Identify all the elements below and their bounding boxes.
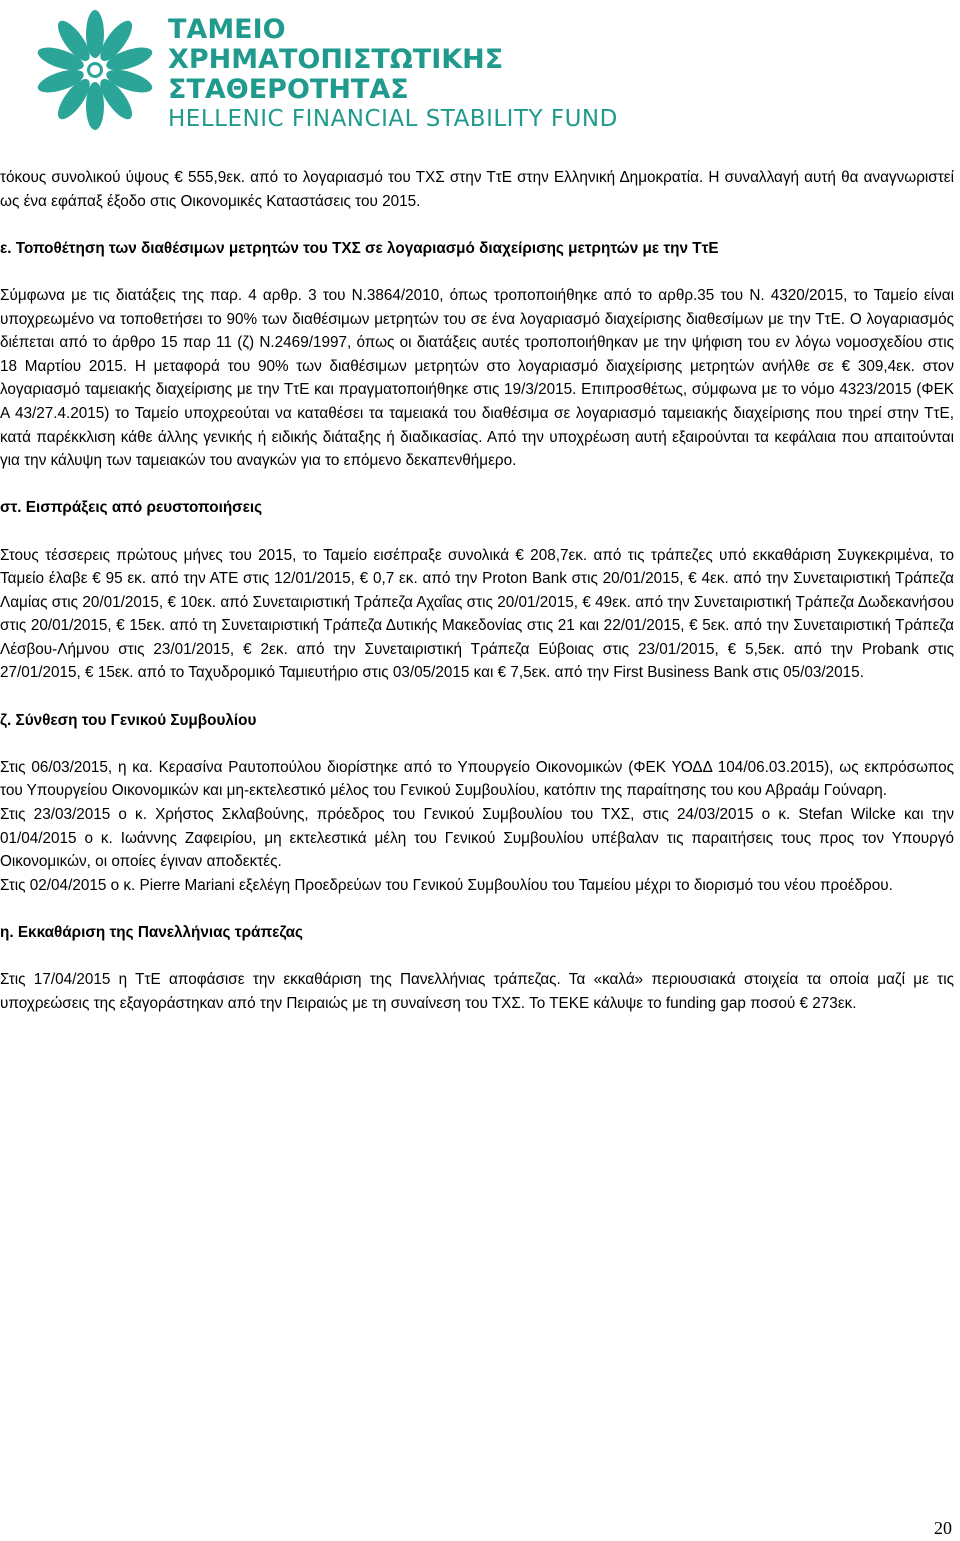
section-heading-e: ε. Τοποθέτηση των διαθέσιμων μετρητών του ΤΧΣ σε λογαριασμό διαχείρισης μετρητών με την ΤτΕ [0, 239, 719, 257]
paragraph-intro: τόκους συνολικού ύψους € 555,9εκ. από το λογαριασμό του ΤΧΣ στην ΤτΕ στην Ελληνική Δημοκρατία. Η συναλλαγή αυτή θα αναγνωριστεί ως ένα εφάπαξ έξοδο στις Οικονομικές Καταστάσεις του 2015. [0, 169, 954, 210]
paragraph-cash-management: Σύμφωνα με τις διατάξεις της παρ. 4 αρθρ. 3 του Ν.3864/2010, όπως τροποποιήθηκε από το αρθρ.35 του Ν. 4320/2015, το Ταμείο είναι υποχρεωμένο να τοποθετήσει το 90% των διαθέσιμων μετρητών του σε ένα λογαριασμό διαχείρισης διαθεσίμων με την ΤτΕ. Ο λογαριασμός διέπεται από το άρθρο 15 παρ 11 (ζ) Ν.2469/1997, όπως οι διατάξεις αυτές τροποποιήθηκαν με την ψήφιση του εν λόγω νομοσχεδίου στις 18 Μαρτίου 2015. Η μεταφορά του 90% των διαθέσιμων μετρητών στο λογαριασμό διαχείρισης μετρητών ανήλθε σε € 309,4εκ. στον λογαριασμό ταμειακής διαχείρισης με την ΤτΕ και πραγματοποιήθηκε στις 19/3/2015. Επιπροσθέτως, σύμφωνα με το νόμο 4323/2015 (ΦΕΚ Α 43/27.4.2015) το Ταμείο υποχρεούται να καταθέσει τα ταμειακά του διαθέσιμα σε λογαριασμό ταμειακής διαχείρισης που τηρεί στην ΤτΕ, κατά παρέκκλιση κάθε άλλης γενικής ή ειδικής διάταξης ή διαδικασίας. Από την υποχρέωση αυτή εξαιρούνται τα κεφάλαια που απαιτούνται για την κάλυψη των ταμειακών του αναγκών για το επόμενο δεκαπενθήμερο. [0, 286, 954, 470]
section-heading-i: η. Εκκαθάριση της Πανελλήνιας τράπεζας [0, 924, 303, 941]
logo-title-line3: ΣΤΑΘΕΡΟΤΗΤΑΣ [168, 74, 409, 105]
section-heading-st: στ. Εισπράξεις από ρευστοποιήσεις [0, 499, 263, 517]
paragraph-board-resignations: Στις 23/03/2015 ο κ. Χρήστος Σκλαβούνης, πρόεδρος του Γενικού Συμβουλίου του ΤΧΣ, στις 24/03/2015 ο κ. Stefan Wilcke και την 01/04/2015 ο κ. Ιωάννης Ζαφειρίου, μη εκτελεστικά μέλη του Γενικού Συμβουλίου υπέβαλαν τις παραιτήσεις τους προς τον Υπουργό Οικονομικών, οι οποίες έγιναν αποδεκτές. [0, 806, 954, 871]
document-body [0, 166, 954, 1015]
paragraph-panhellenic-bank: Στις 17/04/2015 η ΤτΕ αποφάσισε την εκκαθάριση της Πανελλήνιας τράπεζας. Τα «καλά» περιουσιακά στοιχεία τα οποία μαζί με τις υποχρεώσεις της εξαγοράστηκαν από την Πειραιώς με τη συναίνεση του ΤΧΣ. Το ΤΕΚΕ κάλυψε το funding gap ποσού € 273εκ. [0, 971, 954, 1012]
section-heading-z: ζ. Σύνθεση του Γενικού Συμβουλίου [0, 711, 257, 729]
paragraph-board-appointment: Στις 06/03/2015, η κα. Κερασίνα Ραυτοπούλου διορίστηκε από το Υπουργείο Οικονομικών (ΦΕΚ ΥΟΔΔ 104/06.03.2015), ως εκπρόσωπος του Υπουργείου Οικονομικών και μη-εκτελεστικό μέλος του Γενικού Συμβουλίου, κατόπιν της παραίτησης του κου Αβραάμ Γούναρη. [0, 758, 954, 800]
paragraph-board-chairman: Στις 02/04/2015 ο κ. Pierre Mariani εξελέγη Προεδρεύων του Γενικού Συμβουλίου του Ταμείου μέχρι το διορισμό του νέου προέδρου. [0, 876, 893, 894]
logo-title-line2: ΧΡΗΜΑΤΟΠΙΣΤΩΤΙΚΗΣ [168, 44, 504, 75]
paragraph-liquidation-proceeds: Στους τέσσερεις πρώτους μήνες του 2015, το Ταμείο εισέπραξε συνολικά € 208,7εκ. από τις τράπεζες υπό εκκαθάριση Συγκεκριμένα, το Ταμείο έλαβε € 95 εκ. από την ΑΤΕ στις 12/01/2015, € 0,7 εκ. από την Proton Bank στις 20/01/2015, € 4εκ. από την Συνεταιριστική Τράπεζα Λαμίας στις 20/01/2015, € 10εκ. από Συνεταιριστική Τράπεζα Αχαΐας στις 20/01/2015, € 49εκ. από την Συνεταιριστική Τράπεζα Δωδεκανήσου στις 20/01/2015, € 15εκ. από τη Συνεταιριστική Τράπεζα Δυτικής Μακεδονίας στις 21 και 22/01/2015, € 5εκ. από την Συνεταιριστική Τράπεζα Λέσβου-Λήμνου στις 23/01/2015, € 2εκ. από την Συνεταιριστική Τράπεζα Εύβοιας στις 23/01/2015, € 5,5εκ. από την Probank στις 27/01/2015, € 15εκ. από το Ταχυδρομικό Ταμιευτήριο στις 03/05/2015 και € 7,5εκ. από την First Business Bank στις 05/03/2015. [0, 546, 954, 682]
logo-title-line1: ΤΑΜΕΙΟ [168, 14, 286, 45]
logo [30, 0, 930, 140]
leaf-emblem-icon [30, 0, 160, 140]
logo-title-english: HELLENIC FINANCIAL STABILITY FUND [168, 106, 618, 132]
page-number: 20 [934, 1518, 952, 1538]
